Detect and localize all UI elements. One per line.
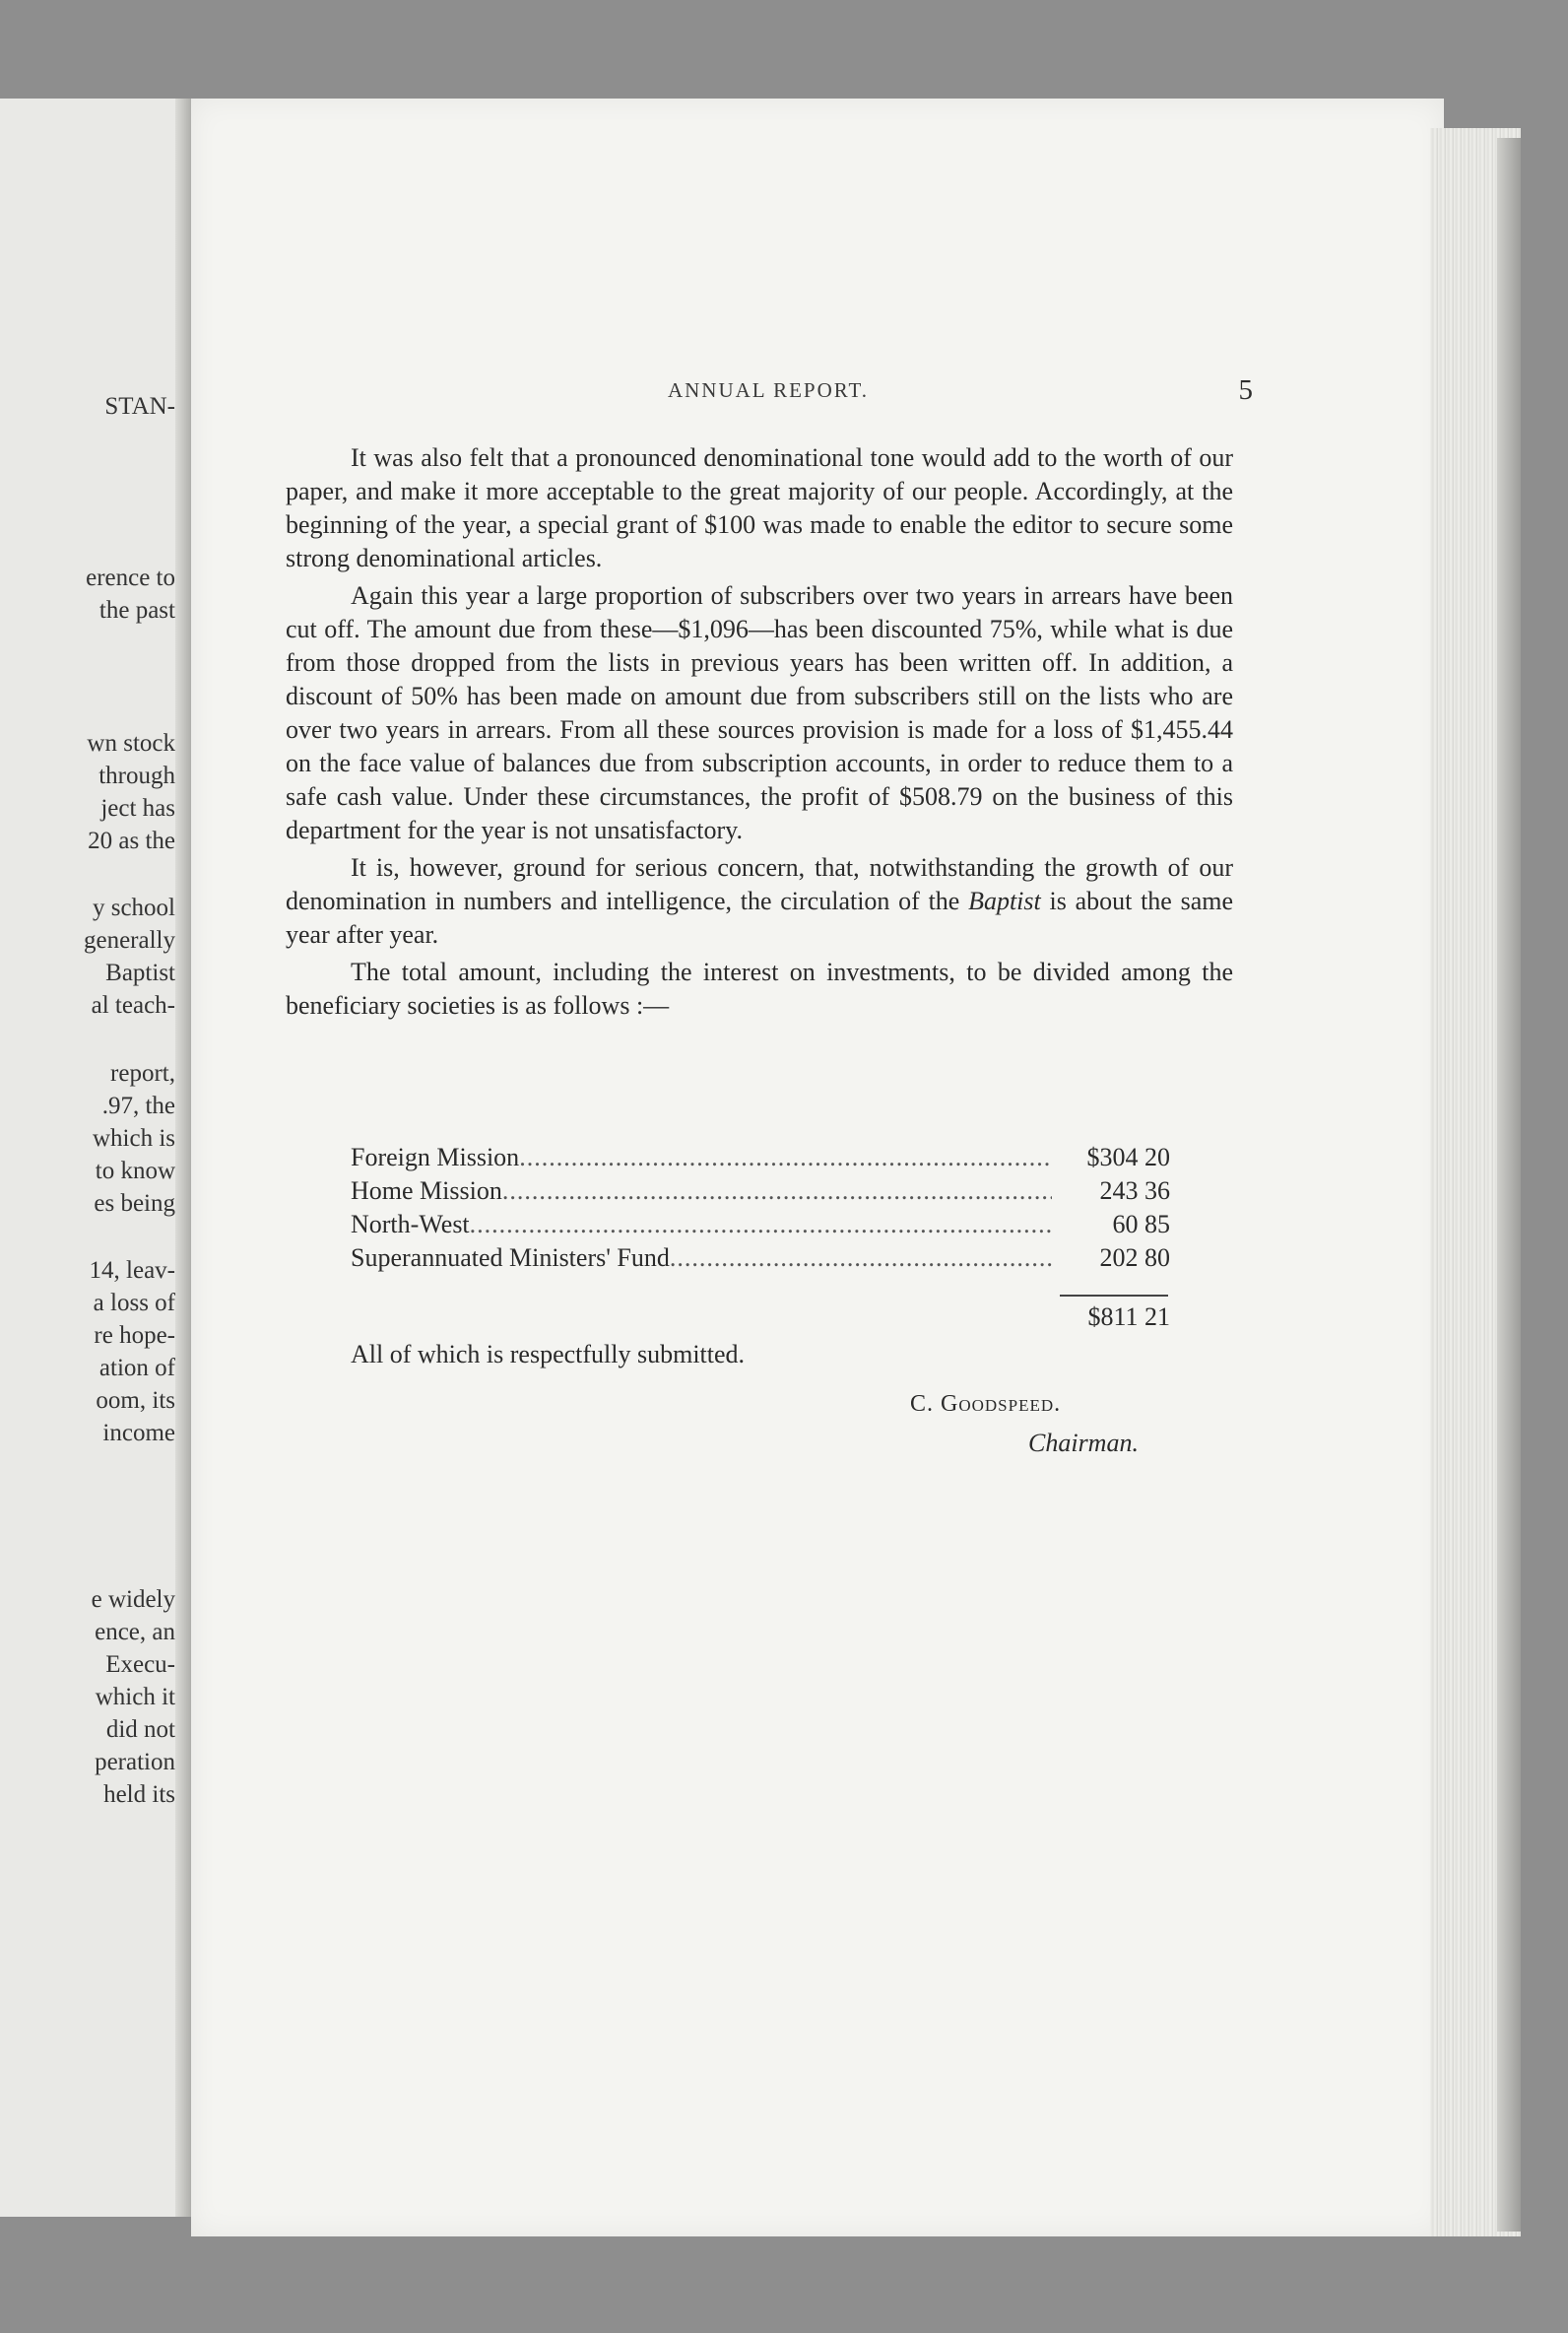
paragraph-1: It was also felt that a pronounced denominational tone would add to the worth of our paper, and make it more acceptable to the great majority of our people. Accordingly, at the beginning of the year, a special grant of $100 was made to enable the editor to secure some strong denominational articles. [286,443,1233,572]
left-page-line: ation of [98,1355,175,1381]
row-amount: 202 80 [1099,1243,1170,1272]
row-amount: 60 85 [1112,1210,1170,1238]
table-row [351,1241,1170,1275]
table-row [351,1208,1170,1241]
left-page-line: did not [105,1716,175,1743]
left-page-line: to know [95,1158,175,1184]
left-page-line: erence to [86,565,175,591]
closing-line: All of which is respectfully submitted. [351,1340,746,1368]
left-page-line: a loss of [93,1290,175,1316]
row-label: Superannuated Ministers' Fund [351,1243,670,1272]
page-header [286,374,1253,410]
total-amount: $811 21 [1087,1302,1170,1331]
left-page-line: the past [98,597,175,624]
left-page-line: which it [95,1684,175,1710]
paragraph-4: The total amount, including the interest on investments, to be divided among the beneficiary societies is as follows :— [286,958,1233,1020]
paragraph-2: Again this year a large proportion of subscribers over two years in arrears have been cut off. The amount due from these—$1,096—has been discounted 75%, while what is due from those dropped from the lists in previous years has been written off. In addition, a discount of 50% has been made on amount due from subscribers still on the lists who are over two years in arrears. From all these sources provision is made for a loss of $1,455.44 on the face value of balances due from subscription accounts, in order to reduce them to a safe cash value. Under these circumstances, the profit of $508.79 on the business of this department for the year is not unsatisfactory. [286,581,1233,844]
report-body [286,441,1233,1027]
left-page-line: .97, the [101,1093,175,1119]
left-page-line: through [98,763,175,789]
dot-leader [502,1174,1052,1208]
left-page-line: 20 as the [88,828,175,854]
left-page-line: held its [103,1781,175,1808]
left-page-line: generally [83,927,175,954]
left-page-line: which is [92,1125,175,1152]
left-page-line: y school [92,895,175,921]
distribution-table [351,1141,1170,1334]
paragraph-3-italic: Baptist [968,887,1041,915]
left-page-line: Baptist [105,960,175,986]
row-label: North-West [351,1210,470,1238]
left-page-line: peration [95,1749,175,1775]
left-page-line: al teach- [91,992,175,1019]
left-page-line: re hope- [94,1322,175,1349]
running-head: ANNUAL REPORT. [667,378,870,402]
left-page-fragment [0,99,179,2217]
table-row [351,1141,1170,1174]
paragraph-3-text-a: It is, however, ground for serious concern, that, notwithstanding the growth of our denomination in numbers and intelligence, the circulation of the [286,853,1233,915]
page-number: 5 [1238,374,1253,406]
left-page-line: Execu- [105,1651,175,1678]
left-page-line: 14, leav- [89,1257,175,1284]
table-row [351,1174,1170,1208]
total-rule [1060,1295,1168,1297]
row-amount: 243 36 [1099,1176,1170,1205]
left-page-line: report, [110,1060,175,1087]
signer-name: C. Goodspeed. [910,1391,1062,1417]
left-page-line: oom, its [96,1387,175,1414]
left-page-line: income [102,1420,175,1446]
row-label: Foreign Mission [351,1143,520,1171]
page-edges-shadow [1497,138,1521,2232]
paragraph-3-text-b: is about the same year after year. [286,887,1233,949]
dot-leader [470,1208,1052,1241]
signer-title: Chairman. [1028,1429,1139,1457]
left-page-line: wn stock [87,730,175,757]
row-label: Home Mission [351,1176,502,1205]
left-page-line: ject has [100,795,175,822]
paragraph-3 [286,851,1233,952]
dot-leader [519,1141,1052,1174]
left-page-line: ence, an [95,1619,175,1645]
left-page-line: STAN- [104,393,175,420]
dot-leader [670,1241,1052,1275]
left-page-line: es being [94,1190,175,1217]
row-amount: $304 20 [1086,1143,1170,1171]
left-page-line: e widely [91,1586,175,1613]
